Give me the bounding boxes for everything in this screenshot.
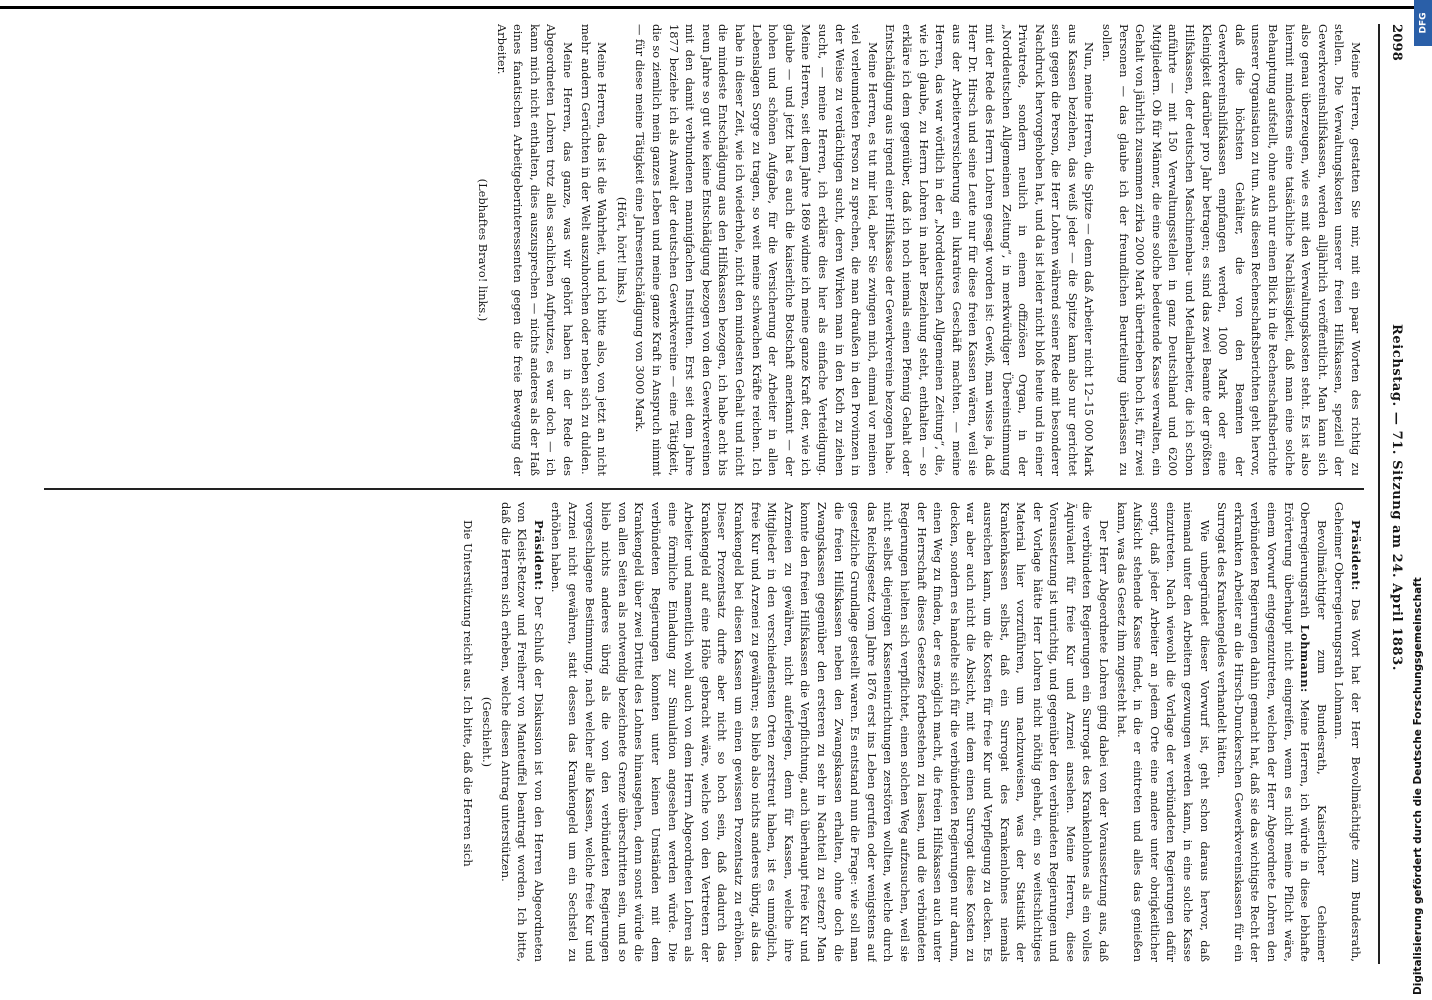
dfg-logo (1414, 0, 1432, 46)
speaker-title: Bevollmächtigter zum Bundesrath, Kaiserlicher Geheimer Oberregierungsrath (1298, 502, 1329, 962)
paragraph: Meine Herren, das ganze, was wir gehört haben in der Rede des Abgeordneten Lohren trotz alles sachlichen Aufputzes, es war doch — ich kann mich nicht enthalten, dies auszusprechen — nichts anderes als der Haß eines fanatischen Arbeitgeberinteressenten gegen die freie Bewegung der Arbeiter. (494, 24, 576, 476)
paragraph: Der Herr Abgeordnete Lohren ging dabei von der Voraussetzung aus, daß die verbündeten Regierungen ein Surrogat des Krankenlohnes als ein volles Äquivalent für freie Kur und Arznei ansehen. Meine Herren, diese Voraussetzung ist unrichtig, und gegenüber den verbündeten Regierungen und der Vorlage hätte Herr Lohren nicht nöthig gehabt, ein so weitschichtiges Material hier vorzuführen, um nachzuweisen, was der Statistik der Krankenkassen selbst, daß ein Surrogat des Krankenlohnes niemals ausreichen kann, um die Kosten für freie Kur und Verpflegung zu decken. Es war aber auch nicht die Absicht, mit dem einen Surrogat diese Kosten zu decken, sondern es handelte sich für die verbündeten Regierungen nur darum, einen Weg zu finden, der es möglich macht, die freien Hilfskassen auch unter der Herrschaft dieses Gesetzes fortbestehen zu lassen, und die verbündeten Regierungen hielten sich verpflichtet, einen solchen Weg aufzusuchen, weil sie nicht selbst diejenigen Kasseneinrichtungen zerstören wollten, welche durch das Reichsgesetz vom Jahre 1876 erst ins Leben gerufen oder wenigstens auf gesetzliche Grundlage gestellt waren. Es entstand nun die Frage: wie soll man die freien Hilfskassen neben den Zwangskassen erhalten, ohne doch die Zwangskassen gegenüber den ersteren zu sehr in Nachteil zu setzen? Man konnte den freien Hilfskassen die Verpflichtung, auch überhaupt freie Kur und Arzneien zu gewähren, nicht auferlegen, denn für Kassen, welche ihre Mitglieder in den verschiedensten Orten zerstreut haben, ist es unmöglich, freie Kur und Arzenei zu gewähren; es blieb also nichts anderes übrig, als das Krankengeld bei diesen Kassen um einen gewissen Prozentsatz zu erhöhen. Dieser Prozentsatz durfte aber nicht so hoch sein, daß dadurch das Krankengeld auf eine Höhe gebracht wäre, welche von den Vertretern der Arbeiter und namentlich wohl auch von dem Herrn Abgeordneten Lohren als eine förmliche Einladung zur Simulation angesehen werden würde. Die verbündeten Regierungen konnten unter keinen Umständen mit dem Krankengeld über zwei Drittel des Lohnes hinausgehen, denn sonst würde die von allen Seiten als notwendig bezeichnete Grenze überschritten sein, und so blieb nichts anderes übrig als die von den verbündeten Regierungen vorgeschlagene Bestimmung, nach welcher alle Kassen, welche freie Kur und Arznei nicht gewähren, statt dessen das Krankengeld um ein Sechstel zu erhöhen haben. (549, 502, 1112, 962)
paragraph: Meine Herren, es tut mir leid, aber Sie zwingen mich, einmal vor meinen viel verleumdeten Person zu sprechen, die man draußen in den Provinzen in der Weise zu verdächtigen sucht, deren Wirken man in den Koth zu ziehen sucht, — meine Herren, ich erkläre dies hier als einfache Verteidigung. Meine Herren, seit dem Jahre 1869 widme ich meine ganze Kraft der, wie ich glaube — und jetzt hat es auch die kaiserliche Botschaft anerkannt — der hohen und schönen Aufgabe, für die Versicherung der Arbeiter in allen Lebenslagen Sorge zu tragen, so weit meine schwachen Kräfte reichen. Ich habe in dieser Zeit, wie ich wiederhole, nicht den mindesten Gehalt und nicht die mindeste Entschädigung aus den Hilfskassen bezogen, ich habe acht bis neun Jahre so gut wie keine Entschädigung bezogen von den Gewerkvereinen mit den damit verbundenen mannigfachen Instituten. Erst seit dem Jahre 1877 beziehe ich als Anwalt der deutschen Gewerkvereine — eine Tätigkeit, die so ziemlich mein ganzes Leben und meine ganze Kraft in Anspruch nimmt — für diese meine Tätigkeit eine Jahresentschädigung von 3000 Mark. (633, 24, 880, 476)
paragraph (1214, 502, 1330, 962)
paragraph: Meine Herren, gestatten Sie mir, mit ein paar Worten des richtig zu stellen. Die Verwaltungskosten unserer freien Hilfskassen, speziell der Gewerkvereinshilfskassen, werden alljährlich veröffentlicht. Man kann sich also genau überzeugen, wie es mit den Verwaltungskosten steht. Es ist also hiermit mindestens eine tatsächliche Nachlässigkeit, daß man eine solche Behauptung aufstellt, ohne auch nur einen Blick in die Rechenschaftsberichte unserer Organisation zu tun. Aus diesen Rechenschaftsberichten geht hervor, daß die höchsten Gehälter, die von den Beamten der Gewerkvereinshilfskassen empfangen werden, 1000 Mark oder eine Kleinigkeit darüber pro Jahr betragen; es sind das zwei Beamte der größten Hilfskassen, der deutschen Maschinenbau- und Metallarbeiter, die ich schon anführte — mit 150 Verwaltungsstellen in ganz Deutschland und 6200 Mitgliedern. Ob für Männer, die eine solche bedeutende Kasse verwalten, ein Gehalt von jährlich zusammen zirka 2000 Mark übertrieben hoch ist, für zwei Personen — das glaube ich der freundlichen Beurteilung überlassen zu sollen. (1100, 24, 1363, 476)
paragraph (1331, 502, 1364, 962)
interjection: (Hört, hört! links.) (614, 196, 629, 304)
header-rule (1378, 24, 1380, 964)
scan-edge-line (0, 6, 1432, 9)
paragraph: Wie unbegründet dieser Vorwurf ist, geht schon daraus hervor, daß niemand unter den Arbeitern gezwungen werden kann, in eine solche Kasse einzutreten. Nach wiewohl die Vorlage der verbündeten Regierungen dafür sorgt, daß jeder Arbeiter an jedem Orte eine andere unter obrigkeitlicher Aufsicht stehende Kasse findet, in die er eintreten und alles das genießen kann, was das Gesetz ihm zugesteht hat. (1114, 502, 1212, 962)
speaker-label: Präsident: (531, 520, 546, 591)
page-header (1374, 24, 1414, 974)
speech-text: Das Wort hat der Herr Bevollmächtigte zum Bundesrath, Geheimer Oberregierungsrath Lohmann. (1332, 502, 1363, 962)
digitization-credit: Digitalisierung gefördert durch die Deutsche Forschungsgemeinschaft (1412, 577, 1424, 995)
interjection: (Geschieht.) (480, 696, 495, 768)
speaker-label: Präsident: (1349, 520, 1363, 591)
interjection: (Lebhaftes Bravo! links.) (476, 178, 491, 322)
dfg-logo-text: DFG (1418, 12, 1429, 34)
speaker-label: Lohmann: (1298, 624, 1313, 693)
paragraph (497, 502, 547, 962)
paragraph: Meine Herren, das ist die Wahrheit, und ich bitte also, von jetzt an nicht mehr andern Gerüchten in der Welt auszuhorchen oder neben sich zu dulden. (578, 24, 610, 476)
right-column (34, 502, 1364, 962)
speech-text: Der Schluß der Diskussion ist von den Herren Abgeordneten von Kleist-Retzow und Freiherr von Manteuffel beantragt worden. Ich bitte, daß die Herren sich erheben, welche diesen Antrag unterstützen. (498, 502, 546, 962)
page-number: 2098 (1389, 24, 1404, 61)
paragraph: Nun, meine Herren, die Spitze — denn daß Arbeiter nicht 12–15 000 Mark aus Kassen beziehen, das weiß jeder — die Spitze kann also nur gerichtet sein gegen die Person, die Herr Lohren während seiner Rede mit besonderer Nachdruck hervorgehoben hat, und da ist leider nicht bloß heute und in einer Privatrede, sondern neulich in einem offiziösen Organ, in der „Norddeutschen Allgemeinen Zeitung“, in merkwürdiger Übereinstimmung mit der Rede des Herrn Lohren gesagt worden ist: Gewiß, man wisse ja, daß Herr Dr. Hirsch und seine Leute nur für diese freien Kassen wären, weil sie aus der Arbeiterversicherung ein lukratives Geschäft machten. — meine Herren, das war wörtlich in der „Norddeutschen Allgemeinen Zeitung“, die, wie ich glaube, zu Herrn Lohren in naher Beziehung steht, enthalten — so erkläre ich dem gegenüber, daß ich noch niemals einen Pfennig Gehalt oder Entschädigung aus irgend einer Hilfskasse der Gewerkvereine bezogen habe. (883, 24, 1097, 476)
running-head: Reichstag. — 71. Sitzung am 24. April 1883. (1389, 324, 1404, 671)
paragraph: Die Unterstützung reicht aus. Ich bitte, daß die Herren sich (460, 520, 475, 867)
speech-text: Meine Herren, ich würde in diese lebhafte Erörterung überhaupt nicht eingreifen, wenn es nicht meine Pflicht wäre, einem Vorwurf entgegenzutreten, welchen der Herr Abgeordnete Lohren den verbündeten Regierungen dahin gemacht hat, daß sie das wichtigste Recht der erkrankten Arbeiter an die Hirsch-Dunckerschen Gewerkvereinskassen für ein Surrogat des Krankengeldes verhandelt hätten. (1215, 502, 1313, 962)
column-divider (44, 488, 1364, 490)
left-column (34, 24, 1364, 476)
